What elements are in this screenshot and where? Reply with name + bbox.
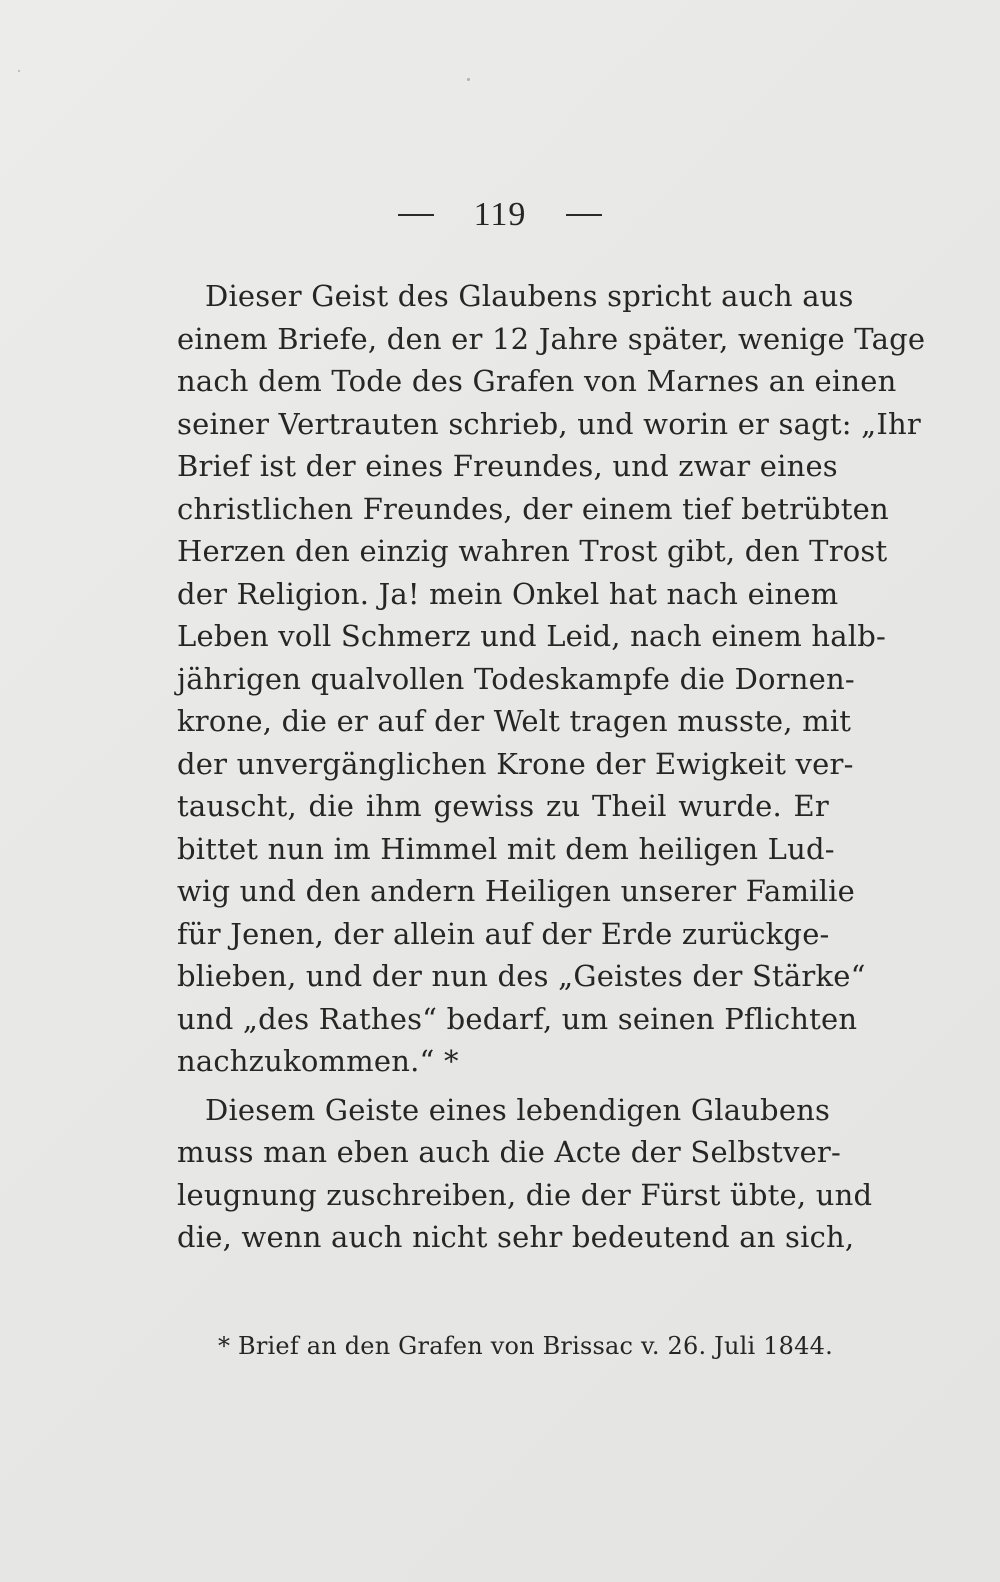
text-line: tauscht, die ihm gewiss zu Theil wurde. Er (177, 789, 829, 823)
text-line: der unvergänglichen Krone der Ewigkeit ver- (177, 746, 854, 781)
text-line: Herzen den einzig wahren Trost gibt, den Trost (177, 534, 888, 568)
header-dash-left (398, 214, 434, 216)
text-line: seiner Vertrauten schrieb, und worin er sagt: „Ihr (177, 406, 921, 441)
text-line: und „des Rathes“ bedarf, um seinen Pflichten (177, 1001, 858, 1036)
text-line: krone, die er auf der Welt tragen musste, mit (177, 704, 852, 738)
header-dash-right (566, 214, 602, 216)
paragraph-2 (177, 1089, 873, 1259)
text-line: einem Briefe, den er 12 Jahre später, wenige Tage (177, 321, 926, 356)
text-line: muss man eben auch die Acte der Selbstver- (177, 1135, 841, 1169)
text-line: christlichen Freundes, der einem tief betrübten (177, 491, 889, 526)
text-line: leugnung zuschreiben, die der Fürst übte, und (177, 1177, 873, 1212)
text-line: für Jenen, der allein auf der Erde zurückge- (177, 916, 830, 951)
text-line: wig und den andern Heiligen unserer Familie (177, 874, 856, 908)
text-line: nachzukommen.“ * (177, 1044, 459, 1078)
text-line: bittet nun im Himmel mit dem heiligen Lud- (177, 831, 835, 866)
text-line: Diesem Geiste eines lebendigen Glaubens (205, 1092, 831, 1127)
text-line: die, wenn auch nicht sehr bedeutend an sich, (177, 1220, 855, 1254)
text-line: Dieser Geist des Glaubens spricht auch aus (205, 279, 854, 313)
text-line: Brief ist der eines Freundes, und zwar eines (177, 449, 838, 483)
paper-speck (18, 70, 20, 72)
text-line: der Religion. Ja! mein Onkel hat nach einem (177, 576, 839, 611)
footnote: * Brief an den Grafen von Brissac v. 26. Juli 1844. (218, 1332, 833, 1360)
body-text (177, 275, 926, 1259)
paragraph-1 (177, 275, 926, 1083)
text-line: blieben, und der nun des „Geistes der Stärke“ (177, 959, 866, 993)
text-line: Leben voll Schmerz und Leid, nach einem halb- (177, 619, 886, 653)
paper-speck (467, 78, 470, 81)
text-line: jährigen qualvollen Todeskampfe die Dornen- (177, 661, 855, 696)
page-number: 119 (473, 196, 527, 233)
page-header (0, 196, 1000, 234)
text-line: nach dem Tode des Grafen von Marnes an einen (177, 364, 897, 398)
